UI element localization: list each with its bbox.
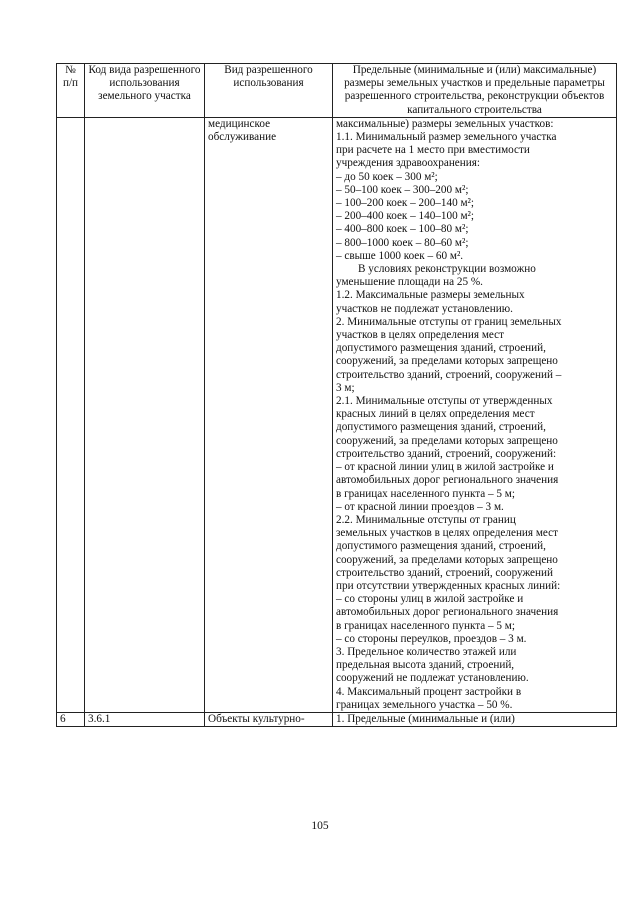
parameter-line: – 100–200 коек – 200–140 м²; — [336, 197, 475, 210]
header-code: Код вида разрешенного использования земельного участка — [85, 64, 205, 118]
zoning-table — [56, 63, 617, 727]
table-row — [57, 117, 617, 712]
table-row — [57, 712, 617, 726]
parameter-line: при расчете на 1 место при вместимости — [336, 144, 530, 157]
parameter-line: 2. Минимальные отступы от границ земельных — [336, 315, 562, 328]
parameter-line: сооружений, за пределами которых запрещено — [336, 434, 558, 447]
parameter-line: 3. Предельное количество этажей или — [336, 645, 517, 658]
parameter-line: – со стороны улиц в жилой застройке и — [336, 593, 524, 606]
parameter-line: красных линий в целях определения мест — [336, 408, 535, 421]
parameter-line: уменьшение площади на 25 %. — [336, 276, 483, 289]
parameter-line: строительство зданий, строений, сооружений — [336, 566, 553, 579]
parameter-line: строительство зданий, строений, сооружений: — [336, 447, 557, 460]
parameter-line: в границах населенного пункта – 5 м; — [336, 619, 515, 632]
parameter-line: В условиях реконструкции возможно — [358, 263, 536, 276]
parameter-line: допустимого размещения зданий, строений, — [336, 421, 546, 434]
parameter-line: – со стороны переулков, проездов – 3 м. — [336, 632, 527, 645]
parameter-line: участков не подлежат установлению. — [336, 302, 513, 315]
parameter-line: – 800–1000 коек – 80–60 м²; — [336, 236, 469, 249]
header-use-type: Вид разрешенного использования — [205, 64, 333, 118]
parameter-line: сооружений не подлежат установлению. — [336, 672, 529, 685]
table-header-row — [57, 64, 617, 118]
cell-parameters — [333, 117, 617, 712]
parameter-line: – свыше 1000 коек – 60 м². — [336, 249, 464, 262]
header-number: № п/п — [57, 64, 85, 118]
parameter-line: 3 м; — [336, 381, 355, 394]
parameter-line: – от красной линии улиц в жилой застройке и — [336, 461, 554, 474]
cell-code-empty — [85, 117, 205, 712]
parameter-line: – 400–800 коек – 100–80 м²; — [336, 223, 469, 236]
parameter-line: сооружений, за пределами которых запрещено — [336, 355, 558, 368]
cell-number: 6 — [57, 712, 85, 726]
parameter-line: максимальные) размеры земельных участков: — [336, 117, 554, 130]
parameter-line: 2.1. Минимальные отступы от утвержденных — [336, 395, 553, 408]
parameter-line: границах земельного участка – 50 %. — [336, 698, 513, 711]
parameter-line: – до 50 коек – 300 м²; — [336, 170, 438, 183]
cell-use-type: медицинское обслуживание — [205, 117, 333, 712]
cell-code: 3.6.1 — [85, 712, 205, 726]
parameter-line: участков в целях определения мест — [336, 329, 505, 342]
parameter-line: земельных участков в целях определения мест — [336, 527, 559, 540]
parameter-line: допустимого размещения зданий, строений, — [336, 342, 546, 355]
header-parameters: Предельные (минимальные и (или) максимальные) размеры земельных участков и предельные параметры разрешенного строительства, реконструкции объектов капитального строительства — [333, 64, 617, 118]
page-number: 105 — [311, 820, 329, 832]
parameter-line: учреждения здравоохранения: — [336, 157, 481, 170]
cell-parameters: 1. Предельные (минимальные и (или) — [333, 712, 617, 726]
parameter-line: строительство зданий, строений, сооружений – — [336, 368, 562, 381]
parameter-line: допустимого размещения зданий, строений, — [336, 540, 546, 553]
parameter-line: предельная высота зданий, строений, — [336, 659, 515, 672]
parameter-line: автомобильных дорог регионального значения — [336, 606, 559, 619]
parameter-line: при отсутствии утвержденных красных линий: — [336, 579, 561, 592]
parameter-line: в границах населенного пункта – 5 м; — [336, 487, 515, 500]
parameter-line: 1.2. Максимальные размеры земельных — [336, 289, 525, 302]
parameter-line: 1.1. Минимальный размер земельного участка — [336, 131, 557, 144]
parameter-line: – 50–100 коек – 300–200 м²; — [336, 183, 469, 196]
parameter-line: – 200–400 коек – 140–100 м²; — [336, 210, 475, 223]
parameter-line: автомобильных дорог регионального значения — [336, 474, 559, 487]
parameter-line: 2.2. Минимальные отступы от границ — [336, 513, 516, 526]
cell-use-type: Объекты культурно- — [205, 712, 333, 726]
cell-number-empty — [57, 117, 85, 712]
parameter-line: сооружений, за пределами которых запрещено — [336, 553, 558, 566]
parameter-line: – от красной линии проездов – 3 м. — [336, 500, 504, 513]
parameter-line: 4. Максимальный процент застройки в — [336, 685, 522, 698]
